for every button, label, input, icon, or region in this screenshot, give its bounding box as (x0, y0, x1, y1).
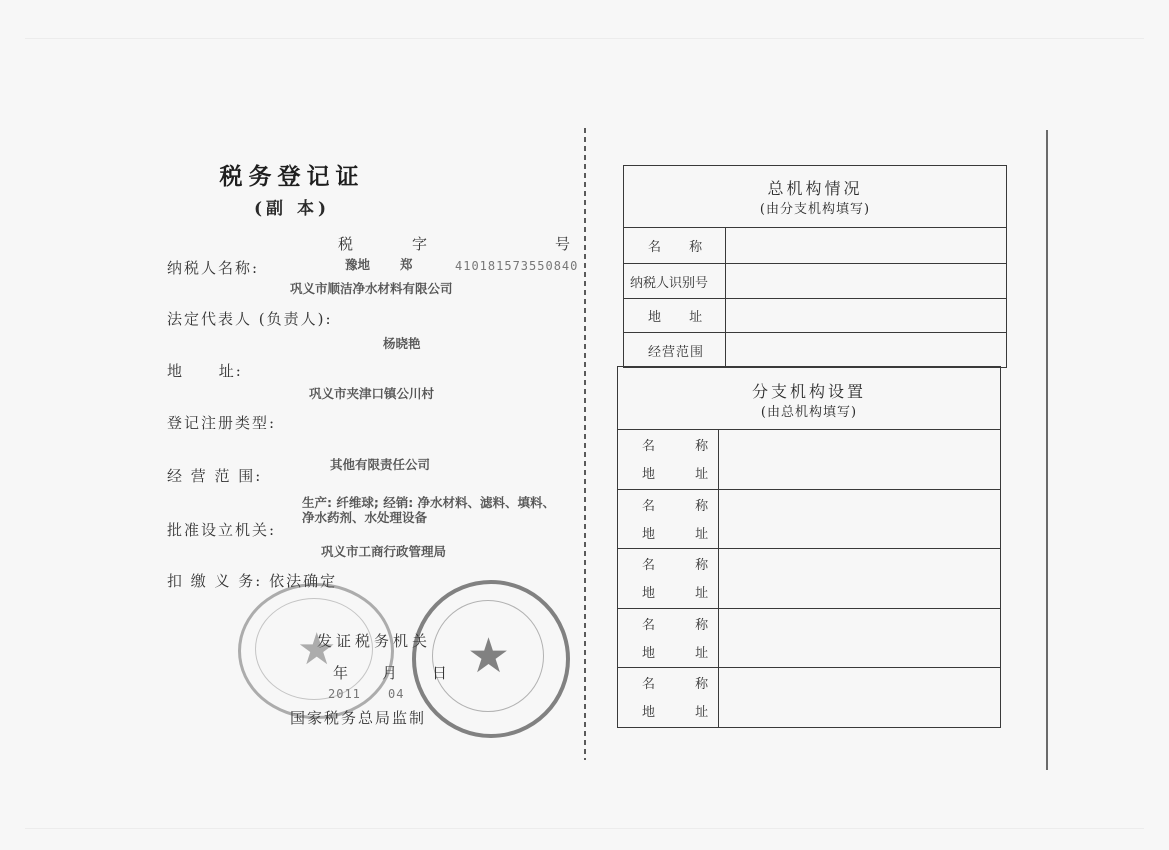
issuer-label: 发证税务机关 (317, 632, 432, 650)
star-icon: ★ (297, 624, 337, 675)
branch-row-divider (618, 667, 1000, 668)
address-label: 地 址: (167, 362, 243, 380)
left-seal (238, 583, 394, 719)
head-office-scope-label: 经营范围 (648, 345, 705, 360)
date-year-label: 年 (333, 664, 351, 682)
head-office-title: 总机构情况 (767, 179, 863, 198)
certificate-subtitle: (副 本) (253, 199, 330, 219)
taxpayer-name-label: 纳税人名称: (167, 259, 260, 277)
head-office-row-divider (624, 263, 1006, 264)
date-month: 04 (388, 687, 405, 701)
approval-org: 巩义市工商行政管理局 (321, 544, 447, 559)
tax-prefix-suffix: 郑 (400, 257, 413, 272)
head-office-column-divider (725, 227, 726, 367)
branch-table (617, 366, 1001, 728)
branch-row-divider (618, 608, 1000, 609)
date-month-label: 月 (382, 664, 400, 682)
head-office-row-divider (624, 332, 1006, 333)
branch-1-address-label: 地 址 (642, 467, 727, 482)
branch-3-address-label: 地 址 (642, 586, 727, 601)
star-icon: ★ (467, 628, 511, 684)
head-office-row-divider (624, 298, 1006, 299)
tax-word-shui: 税 (338, 235, 356, 253)
branch-5-address-label: 地 址 (642, 705, 727, 720)
right-page-edge (1046, 130, 1048, 770)
branch-2-name-label: 名 称 (642, 499, 727, 514)
address: 巩义市夹津口镇公川村 (309, 386, 435, 401)
fold-line (584, 128, 586, 760)
certificate-title: 税务登记证 (219, 163, 365, 190)
page-edge-bottom (25, 828, 1144, 829)
tax-prefix: 豫地 (345, 257, 371, 272)
branch-subtitle: (由总机构填写) (760, 405, 858, 420)
branch-1-name-label: 名 称 (642, 439, 727, 454)
supervision: 国家税务总局监制 (290, 709, 427, 727)
tax-word-zi: 字 (412, 235, 430, 253)
branch-row-divider (618, 429, 1000, 430)
head-office-row-divider (624, 227, 1006, 228)
head-office-subtitle: (由分支机构填写) (759, 202, 871, 217)
page-edge-top (25, 38, 1144, 39)
tax-word-hao: 号 (555, 235, 573, 253)
branch-2-address-label: 地 址 (642, 527, 727, 542)
branch-row-divider (618, 548, 1000, 549)
date-year: 2011 (328, 687, 361, 701)
reg-type-label: 登记注册类型: (167, 414, 277, 432)
scope-label: 经 营 范 围: (167, 467, 263, 485)
taxpayer-name: 巩义市顺洁净水材料有限公司 (290, 281, 453, 296)
branch-4-address-label: 地 址 (642, 646, 727, 661)
tax-number: 410181573550840 (455, 259, 579, 273)
branch-3-name-label: 名 称 (642, 558, 727, 573)
branch-row-divider (618, 489, 1000, 490)
head-office-name-label: 名 称 (648, 240, 715, 255)
branch-4-name-label: 名 称 (642, 618, 727, 633)
reg-type: 其他有限责任公司 (330, 457, 431, 472)
legal-rep: 杨晓艳 (383, 336, 421, 351)
approval-label: 批准设立机关: (167, 521, 277, 539)
withholding-label: 扣 缴 义 务: 依法确定 (167, 572, 338, 590)
date-day-label: 日 (432, 664, 450, 682)
head-office-table (623, 165, 1007, 368)
legal-rep-label: 法定代表人 (负责人): (167, 310, 333, 328)
branch-title: 分支机构设置 (751, 382, 866, 401)
branch-5-name-label: 名 称 (642, 677, 727, 692)
head-office-taxid-label: 纳税人识别号 (630, 276, 709, 291)
head-office-address-label: 地 址 (648, 310, 715, 325)
scope-line-2: 净水药剂、水处理设备 (302, 510, 428, 525)
scope-line-1: 生产: 纤维球; 经销: 净水材料、滤料、填料、 (302, 495, 556, 510)
right-seal (412, 580, 570, 738)
